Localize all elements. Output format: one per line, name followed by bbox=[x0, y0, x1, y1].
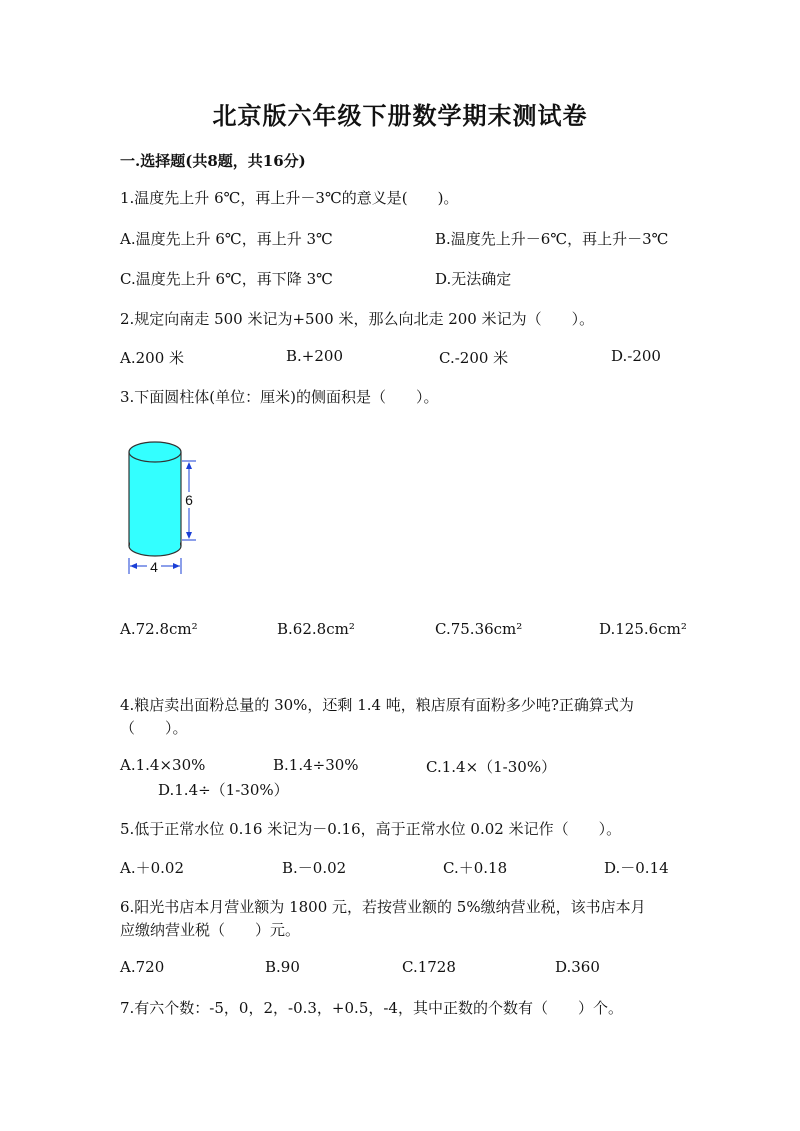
question-4-line-1: 4.粮店卖出面粉总量的 30%，还剩 1.4 吨，粮店原有面粉多少吨?正确算式为 bbox=[120, 696, 634, 714]
q1-option-b: B.温度先上升－6℃，再上升－3℃ bbox=[435, 230, 669, 248]
q4-option-c: C.1.4×（1-30%） bbox=[426, 758, 557, 776]
question-5: 5.低于正常水位 0.16 米记为－0.16，高于正常水位 0.02 米记作（ ）。 bbox=[120, 820, 622, 838]
cylinder-bottom-cover bbox=[130, 531, 180, 546]
q1-option-d: D.无法确定 bbox=[435, 270, 512, 288]
q5-option-a: A.＋0.02 bbox=[120, 859, 184, 877]
q6-option-d: D.360 bbox=[555, 958, 600, 976]
width-arrow-right bbox=[173, 563, 180, 569]
q2-option-a: A.200 米 bbox=[120, 349, 184, 367]
question-7: 7.有六个数：-5，0，2，-0.3，+0.5，-4，其中正数的个数有（ ）个。 bbox=[120, 999, 623, 1017]
cylinder-top bbox=[129, 442, 181, 462]
q6-option-c: C.1728 bbox=[402, 958, 456, 976]
height-label: 6 bbox=[185, 492, 193, 508]
height-arrow-down bbox=[186, 532, 192, 539]
height-arrow-up bbox=[186, 462, 192, 469]
question-6-line-2: 应缴纳营业税（ ）元。 bbox=[120, 921, 301, 939]
question-4-line-2: （ ）。 bbox=[120, 719, 188, 737]
q3-option-d: D.125.6cm² bbox=[599, 620, 687, 638]
q5-option-b: B.－0.02 bbox=[282, 859, 347, 877]
q6-option-b: B.90 bbox=[265, 958, 300, 976]
q3-option-b: B.62.8cm² bbox=[277, 620, 355, 638]
q3-option-a: A.72.8cm² bbox=[120, 620, 198, 638]
question-3: 3.下面圆柱体(单位：厘米)的侧面积是（ ）。 bbox=[120, 388, 439, 406]
width-label: 4 bbox=[150, 559, 158, 575]
page-title: 北京版六年级下册数学期末测试卷 bbox=[212, 101, 588, 130]
q4-option-b: B.1.4÷30% bbox=[273, 756, 359, 774]
q4-option-a: A.1.4×30% bbox=[120, 756, 206, 774]
question-2: 2.规定向南走 500 米记为+500 米，那么向北走 200 米记为（ ）。 bbox=[120, 310, 595, 328]
q6-option-a: A.720 bbox=[120, 958, 165, 976]
width-arrow-left bbox=[130, 563, 137, 569]
cylinder-figure bbox=[120, 436, 230, 581]
q5-option-c: C.＋0.18 bbox=[443, 859, 508, 877]
q1-option-c: C.温度先上升 6℃，再下降 3℃ bbox=[120, 270, 333, 288]
q5-option-d: D.－0.14 bbox=[604, 859, 669, 877]
question-6-line-1: 6.阳光书店本月营业额为 1800 元，若按营业额的 5%缴纳营业税，该书店本月 bbox=[120, 898, 646, 916]
section-heading: 一.选择题(共8题，共16分) bbox=[120, 152, 306, 170]
q4-option-d: D.1.4÷（1-30%） bbox=[158, 781, 289, 799]
q1-option-a: A.温度先上升 6℃，再上升 3℃ bbox=[120, 230, 333, 248]
q2-option-c: C.-200 米 bbox=[439, 349, 509, 367]
question-1: 1.温度先上升 6℃，再上升－3℃的意义是( )。 bbox=[120, 189, 459, 207]
q3-option-c: C.75.36cm² bbox=[435, 620, 523, 638]
q2-option-d: D.-200 bbox=[611, 347, 661, 365]
q2-option-b: B.+200 bbox=[286, 347, 343, 365]
